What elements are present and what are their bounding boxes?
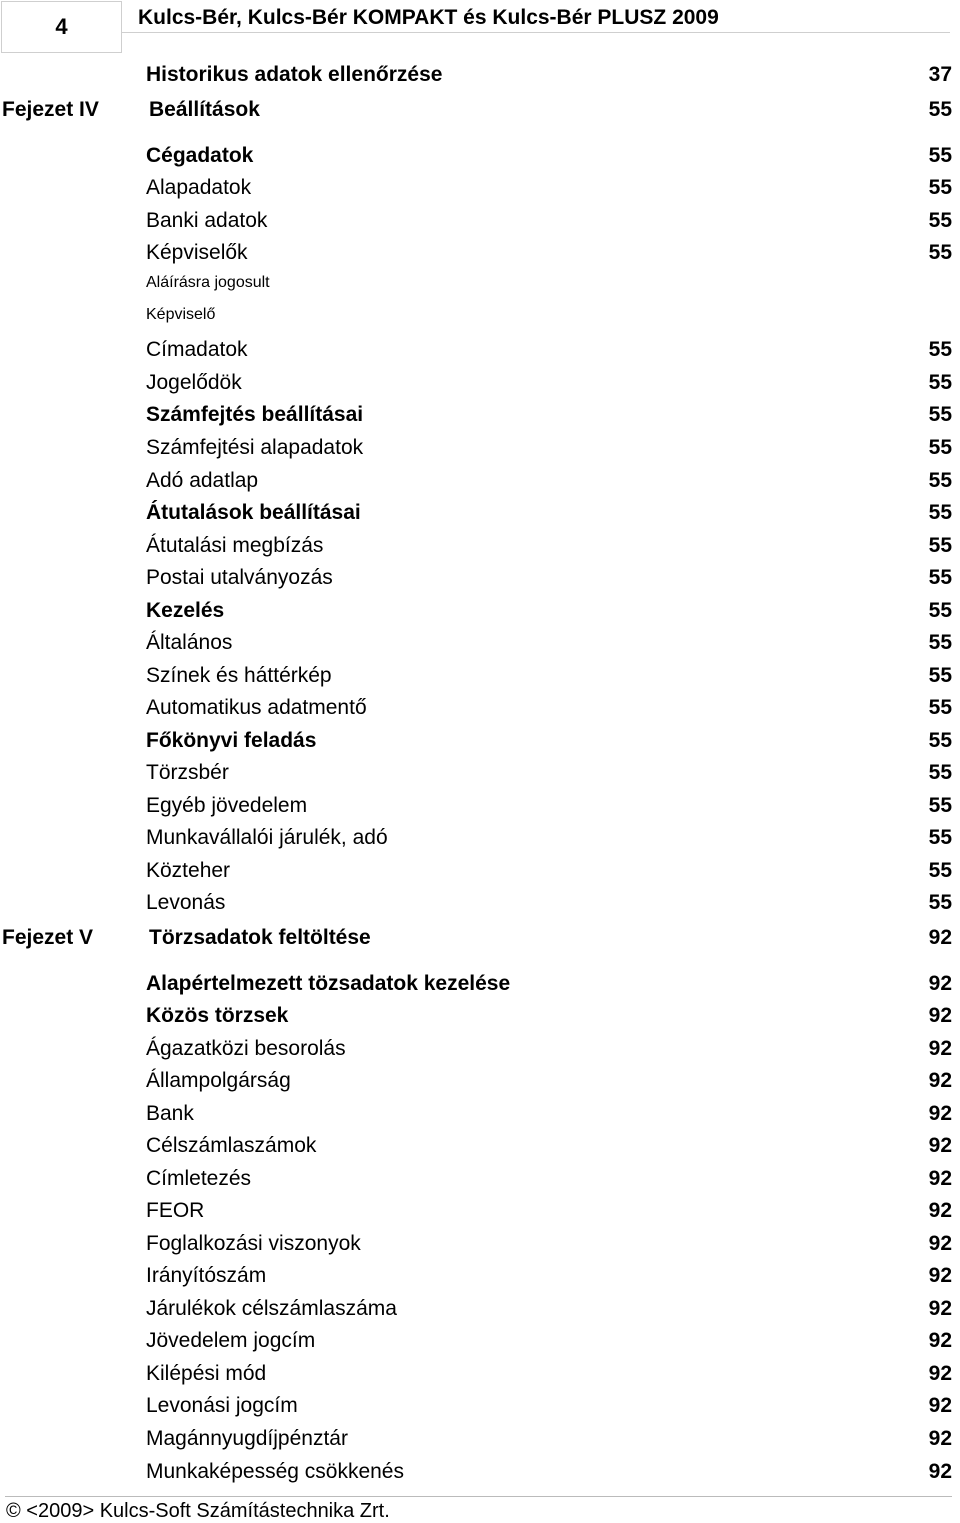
toc-entry-page-number: 55 — [928, 631, 952, 654]
toc-entry-title: Címadatok — [146, 338, 248, 361]
toc-entry-title: Bank — [146, 1102, 194, 1125]
toc-entry-page-number: 55 — [928, 696, 952, 719]
toc-entry[interactable] — [0, 1229, 960, 1259]
toc-entry-page-number: 55 — [928, 891, 952, 914]
toc-entry-title: Törzsadatok feltöltése — [149, 926, 371, 949]
toc-entry-title: Automatikus adatmentő — [146, 696, 367, 719]
toc-entry-page-number: 55 — [928, 761, 952, 784]
toc-entry[interactable] — [0, 400, 960, 430]
toc-entry-title: Közteher — [146, 859, 231, 882]
toc-entry[interactable] — [0, 95, 960, 125]
toc-entry[interactable] — [0, 969, 960, 999]
toc-entry[interactable] — [0, 923, 960, 953]
running-header-title: Kulcs-Bér, Kulcs-Bér KOMPAKT és Kulcs-Bér PLUSZ 2009 — [138, 6, 719, 29]
toc-entry-page-number: 92 — [928, 1037, 952, 1060]
toc-entry-title: Átutalások beállításai — [146, 501, 361, 524]
toc-entry-page-number: 37 — [928, 63, 952, 86]
toc-entry-page-number: 55 — [928, 209, 952, 232]
toc-entry-title: Levonás — [146, 891, 226, 914]
toc-entry[interactable] — [0, 268, 960, 298]
toc-entry-page-number: 55 — [928, 729, 952, 752]
toc-entry[interactable] — [0, 1099, 960, 1129]
toc-entry-title: Általános — [146, 631, 233, 654]
toc-entry-title: Képviselők — [146, 241, 248, 264]
toc-entry-page-number: 55 — [928, 859, 952, 882]
toc-entry[interactable] — [0, 531, 960, 561]
toc-entry-title: Színek és háttérkép — [146, 664, 332, 687]
toc-entry[interactable] — [0, 173, 960, 203]
toc-entry-title: Átutalási megbízás — [146, 534, 324, 557]
toc-entry[interactable] — [0, 1457, 960, 1487]
toc-entry-title: Képviselő — [146, 306, 216, 323]
toc-entry-page-number: 92 — [928, 1460, 952, 1483]
toc-entry-title: Beállítások — [149, 98, 260, 121]
toc-entry-title: Cégadatok — [146, 144, 254, 167]
toc-entry-page-number: 55 — [928, 98, 952, 121]
toc-entry[interactable] — [0, 1424, 960, 1454]
toc-entry-page-number: 92 — [928, 1394, 952, 1417]
toc-entry-title: Adó adatlap — [146, 469, 259, 492]
toc-entry-page-number: 55 — [928, 826, 952, 849]
toc-entry[interactable] — [0, 1034, 960, 1064]
toc-entry-page-number: 92 — [928, 1297, 952, 1320]
toc-entry-page-number: 55 — [928, 664, 952, 687]
toc-entry[interactable] — [0, 1326, 960, 1356]
toc-entry[interactable] — [0, 1261, 960, 1291]
toc-entry-title: Számfejtés beállításai — [146, 403, 364, 426]
toc-entry[interactable] — [0, 433, 960, 463]
toc-entry[interactable] — [0, 1359, 960, 1389]
toc-chapter-label: Fejezet V — [2, 926, 94, 949]
toc-entry-page-number: 92 — [928, 1134, 952, 1157]
toc-entry-title: Egyéb jövedelem — [146, 794, 308, 817]
toc-entry[interactable] — [0, 791, 960, 821]
toc-chapter-label: Fejezet IV — [2, 98, 99, 121]
toc-entry[interactable] — [0, 1164, 960, 1194]
toc-entry-page-number: 92 — [928, 1362, 952, 1385]
toc-entry-title: Foglalkozási viszonyok — [146, 1232, 361, 1255]
toc-entry-title: Számfejtési alapadatok — [146, 436, 364, 459]
toc-entry[interactable] — [0, 368, 960, 398]
toc-entry[interactable] — [0, 1196, 960, 1226]
toc-entry-title: Munkavállalói járulék, adó — [146, 826, 388, 849]
toc-entry-title: Címletezés — [146, 1167, 252, 1190]
toc-entry-page-number: 55 — [928, 501, 952, 524]
toc-entry-title: Alapadatok — [146, 176, 252, 199]
toc-entry-page-number: 92 — [928, 1329, 952, 1352]
toc-entry[interactable] — [0, 1001, 960, 1031]
toc-entry-title: Magánnyugdíjpénztár — [146, 1427, 348, 1450]
toc-entry-page-number: 92 — [928, 1427, 952, 1450]
toc-entry-page-number: 55 — [928, 371, 952, 394]
toc-entry-page-number: 92 — [928, 1232, 952, 1255]
footer-divider — [5, 1496, 952, 1497]
toc-entry-page-number: 55 — [928, 338, 952, 361]
toc-entry-title: Ágazatközi besorolás — [146, 1037, 346, 1060]
toc-entry-page-number: 92 — [928, 1004, 952, 1027]
toc-entry-page-number: 92 — [928, 972, 952, 995]
toc-entry[interactable] — [0, 498, 960, 528]
toc-entry-title: Alapértelmezett tözsadatok kezelése — [146, 972, 511, 995]
toc-entry-page-number: 92 — [928, 926, 952, 949]
toc-entry[interactable] — [0, 1066, 960, 1096]
toc-entry[interactable] — [0, 466, 960, 496]
toc-entry-title: Irányítószám — [146, 1264, 267, 1287]
toc-entry-title: Jövedelem jogcím — [146, 1329, 316, 1352]
toc-entry-page-number: 55 — [928, 144, 952, 167]
toc-entry-title: Törzsbér — [146, 761, 229, 784]
toc-entry[interactable] — [0, 60, 960, 90]
toc-entry-title: FEOR — [146, 1199, 205, 1222]
toc-entry[interactable] — [0, 1294, 960, 1324]
toc-entry-title: Jogelődök — [146, 371, 242, 394]
toc-entry-page-number: 55 — [928, 241, 952, 264]
toc-entry[interactable] — [0, 726, 960, 756]
toc-entry[interactable] — [0, 563, 960, 593]
toc-entry-page-number: 92 — [928, 1264, 952, 1287]
toc-entry[interactable] — [0, 628, 960, 658]
toc-entry-page-number: 92 — [928, 1167, 952, 1190]
toc-entry[interactable] — [0, 596, 960, 626]
toc-entry-page-number: 55 — [928, 176, 952, 199]
toc-entry-title: Kilépési mód — [146, 1362, 267, 1385]
footer-copyright: © <2009> Kulcs-Soft Számítástechnika Zrt. — [6, 1500, 390, 1522]
toc-entry-title: Főkönyvi feladás — [146, 729, 317, 752]
toc-entry-page-number: 55 — [928, 436, 952, 459]
toc-entry[interactable] — [0, 1131, 960, 1161]
toc-entry-title: Állampolgárság — [146, 1069, 291, 1092]
toc-entry-page-number: 55 — [928, 599, 952, 622]
toc-entry[interactable] — [0, 335, 960, 365]
toc-entry-title: Banki adatok — [146, 209, 268, 232]
toc-entry[interactable] — [0, 888, 960, 918]
toc-entry-title: Járulékok célszámlaszáma — [146, 1297, 397, 1320]
toc-entry-page-number: 55 — [928, 403, 952, 426]
toc-entry[interactable] — [0, 238, 960, 268]
toc-entry[interactable] — [0, 856, 960, 886]
toc-entry[interactable] — [0, 823, 960, 853]
toc-entry[interactable] — [0, 1391, 960, 1421]
toc-entry[interactable] — [0, 300, 960, 330]
toc-entry-title: Kezelés — [146, 599, 225, 622]
toc-entry[interactable] — [0, 758, 960, 788]
toc-entry-title: Historikus adatok ellenőrzése — [146, 63, 443, 86]
toc-entry-title: Munkaképesség csökkenés — [146, 1460, 404, 1483]
toc-entry-title: Levonási jogcím — [146, 1394, 298, 1417]
toc-entry-page-number: 55 — [928, 469, 952, 492]
toc-entry-page-number: 55 — [928, 794, 952, 817]
toc-entry[interactable] — [0, 661, 960, 691]
toc-entry-title: Célszámlaszámok — [146, 1134, 317, 1157]
toc-entry-title: Aláírásra jogosult — [146, 274, 270, 291]
toc-entry-page-number: 55 — [928, 566, 952, 589]
toc-entry-page-number: 92 — [928, 1102, 952, 1125]
toc-entry[interactable] — [0, 141, 960, 171]
toc-entry[interactable] — [0, 693, 960, 723]
toc-entry-page-number: 92 — [928, 1069, 952, 1092]
toc-entry-title: Közös törzsek — [146, 1004, 289, 1027]
toc-entry[interactable] — [0, 206, 960, 236]
toc-entry-title: Postai utalványozás — [146, 566, 333, 589]
toc-entry-page-number: 92 — [928, 1199, 952, 1222]
page-number-text: 4 — [55, 14, 68, 39]
toc-entry-page-number: 55 — [928, 534, 952, 557]
